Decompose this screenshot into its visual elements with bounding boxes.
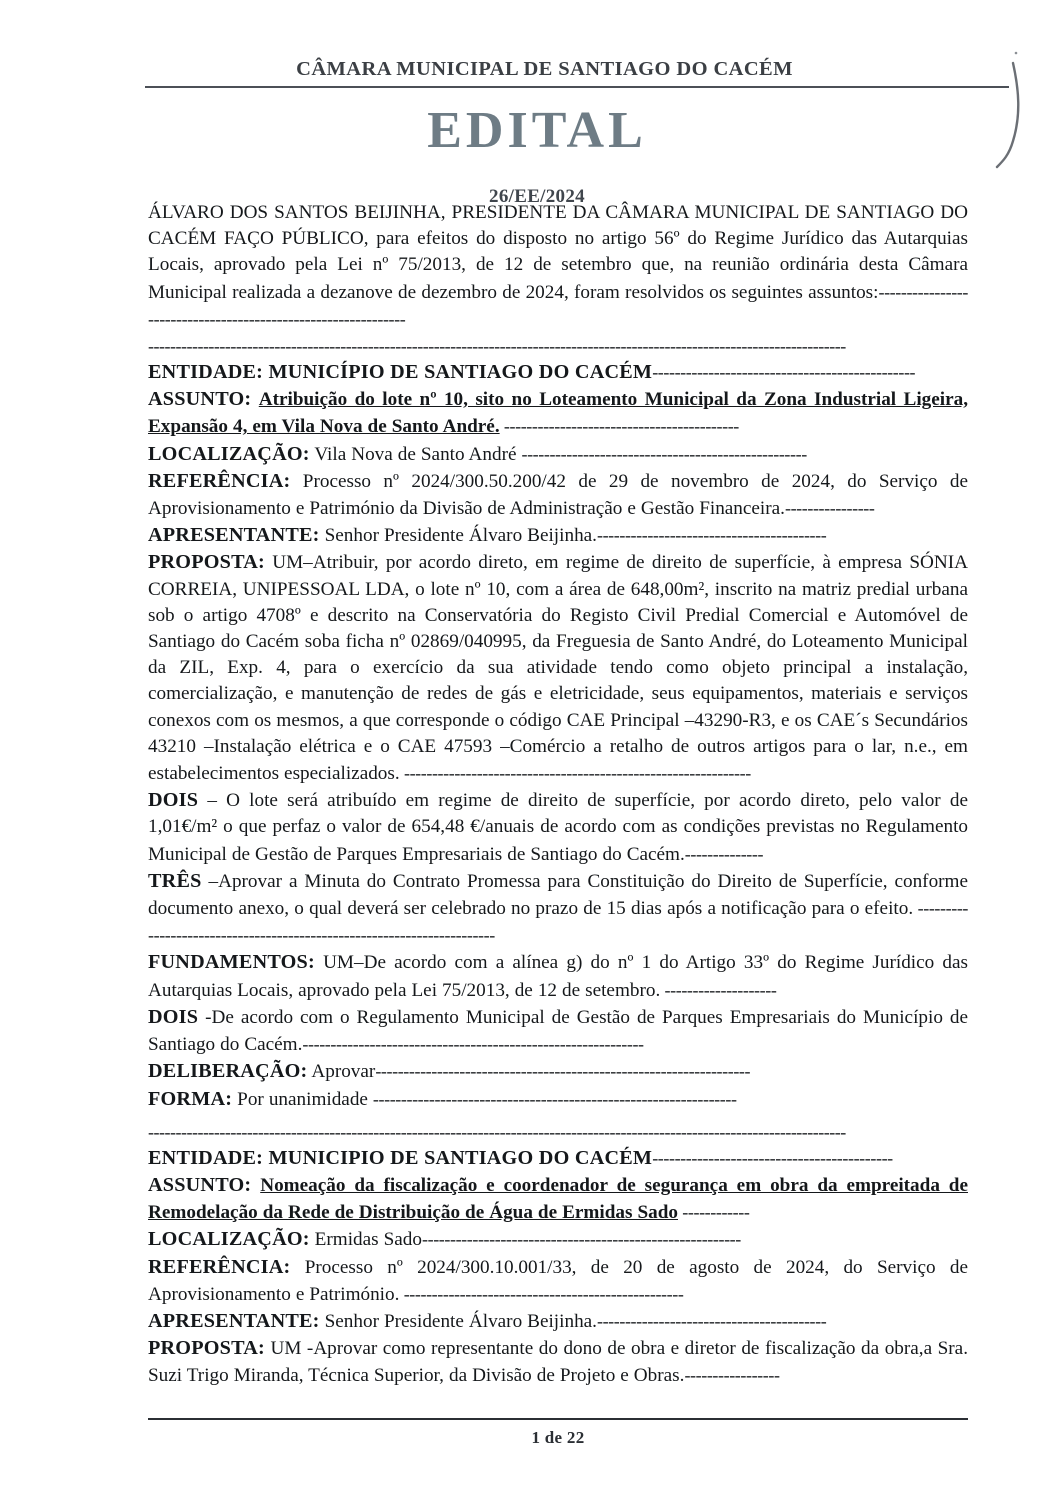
- document-reference-number: 26/EE/2024: [489, 185, 585, 207]
- section-1-proposta-dois: [148, 787, 968, 868]
- section-1-proposta-tres: [148, 868, 968, 950]
- section-1-fundamentos-dois: [148, 1004, 968, 1058]
- apresentante-dash-filler: -----------------------------------------: [596, 525, 827, 546]
- section-1-deliberacao: [148, 1058, 968, 1085]
- section-2-entidade: [148, 1145, 968, 1172]
- proposta-um-value: UM–Atribuir, por acordo direto, em regime de direito de superfície, à empresa SÓNIA CORREIA, UNIPESSOAL LDA, o lote nº 10, com a área de 648,00m², inscrito na matriz predial urbana sob o artigo 4708º e descrito na Conservatória do Registo Civil Predial Comercial e Automóvel de Santiago do Cacém soba ficha nº 02869/040995, da Freguesia de Santo André, do Loteamento Municipal da ZIL, Exp. 4, para o exercício da sua atividade tendo como objeto principal a instalação, comercialização, e manutenção de redes de gás e eletricidade, seus equipamentos, materiais e serviços conexos com os mesmos, a que corresponde o código CAE Principal –43290-R3, e os CAE´s Secundários 43210 –Instalação elétrica e o CAE 47593 –Comércio a retalho de outros artigos para o lar, n.e., em estabelecimentos especializados.: [148, 552, 968, 785]
- apresentante-value: Senhor Presidente Álvaro Beijinha.: [319, 1310, 597, 1332]
- proposta-um-value: UM -Aprovar como representante do dono de obra e diretor de fiscalização da obra,a Sra. Suzi Trigo Miranda, Técnica Superior, da Divisão de Projeto e Obras.: [148, 1338, 968, 1387]
- section-1-entidade: [148, 359, 968, 386]
- proposta-dois-value: – O lote será atribuído em regime de direito de superfície, por acordo direto, pelo valor de 1,01€/m² o que perfaz o valor de 654,48 €/anuais de acordo com as condições previstas no Regulamento Municipal de Gestão de Parques Empresariais de Santiago do Cacém.: [148, 790, 968, 865]
- entidade-value: MUNICIPIO DE SANTIAGO DO CACÉM: [263, 1146, 653, 1169]
- assunto-value: Nomeação da fiscalização e coordenador de segurança em obra da empreitada de Remodelação da Rede de Distribuição de Água de Ermidas Sado: [148, 1174, 968, 1224]
- deliberacao-dash-filler: -------------------------------------------------------------------: [375, 1061, 751, 1082]
- assunto-label: ASSUNTO:: [148, 1173, 252, 1196]
- entidade-label: ENTIDADE:: [148, 1146, 264, 1169]
- section-1-assunto: [148, 386, 968, 440]
- proposta-tres-label: TRÊS: [148, 869, 202, 892]
- deliberacao-label: DELIBERAÇÃO:: [148, 1060, 308, 1083]
- entidade-label: ENTIDADE:: [148, 361, 264, 384]
- section-1-forma: [148, 1086, 968, 1113]
- referencia-value: Processo nº 2024/300.10.001/33, de 20 de agosto de 2024, do Serviço de Aprovisionamento e Património.: [148, 1256, 968, 1305]
- apresentante-value: Senhor Presidente Álvaro Beijinha.: [319, 525, 597, 547]
- document-body: [148, 200, 968, 1390]
- apresentante-label: APRESENTANTE:: [148, 1309, 320, 1332]
- intro-paragraph: [148, 200, 968, 333]
- entidade-dash-filler: -------------------------------------------: [652, 1147, 893, 1168]
- proposta-um-dash-filler: --------------------------------------------------------------: [399, 763, 751, 784]
- section-1-proposta-um: [148, 549, 968, 787]
- fundamentos-dois-value: -De acordo com o Regulamento Municipal de Gestão de Parques Empresariais do Município de Santiago do Cacém.: [148, 1006, 968, 1056]
- intro-rest-text: para efeitos do disposto no artigo 56º do Regime Jurídico das Autarquias Locais, aprovado pela Lei nº 75/2013, de 12 de setembro que, na reunião ordinária desta Câmara Municipal realizada a dezanove de dezembro de 2024, foram resolvidos os seguintes assuntos:: [148, 228, 968, 303]
- localizacao-label: LOCALIZAÇÃO:: [148, 1228, 310, 1251]
- forma-dash-filler: -----------------------------------------------------------------: [372, 1088, 737, 1109]
- assunto-label: ASSUNTO:: [148, 388, 252, 411]
- assunto-dash-filler: ------------------------------------------: [499, 416, 739, 437]
- proposta-label: PROPOSTA:: [148, 1337, 265, 1360]
- apresentante-label: APRESENTANTE:: [148, 524, 320, 547]
- proposta-dois-dash-filler: --------------: [684, 843, 764, 864]
- assunto-value: Atribuição do lote nº 10, sito no Loteamento Municipal da Zona Industrial Ligeira, Expansão 4, em Vila Nova de Santo André.: [148, 389, 969, 438]
- referencia-dash-filler: ----------------: [784, 498, 875, 519]
- section-2-apresentante: [148, 1308, 968, 1335]
- proposta-um-dash-filler: -----------------: [684, 1365, 780, 1386]
- fundamentos-label: FUNDAMENTOS:: [148, 951, 315, 974]
- section-2-localizacao: [148, 1226, 968, 1253]
- localizacao-value: Ermidas Sado: [309, 1229, 422, 1251]
- referencia-value: Processo nº 2024/300.50.200/42 de 29 de novembro de 2024, do Serviço de Aprovisionamento e Património da Divisão de Administração e Gestão Financeira.: [148, 470, 968, 520]
- proposta-tres-dash-filler: -----------------------------------------------------------------------: [148, 898, 969, 946]
- section-1-referencia: [148, 468, 968, 522]
- fundamentos-dois-dash-filler: -------------------------------------------------------------: [302, 1034, 644, 1055]
- referencia-dash-filler: --------------------------------------------------: [399, 1283, 684, 1304]
- section-1-fundamentos-um: [148, 949, 968, 1003]
- document-footer: [148, 1418, 968, 1448]
- assunto-dash-filler: ------------: [678, 1202, 750, 1223]
- page-number: 1 de 22: [531, 1428, 585, 1447]
- intro-separator: -------------------------------------------------------------------------------------------------------------------------------: [148, 336, 846, 357]
- section-2-proposta-um: [148, 1335, 968, 1389]
- section-1-apresentante: [148, 522, 968, 549]
- footer-divider: [148, 1418, 968, 1420]
- intro-dash-filler: --------------------------------------------------------------: [148, 281, 968, 329]
- document-header: [0, 58, 1059, 208]
- page-title: EDITAL: [427, 102, 647, 159]
- fundamentos-um-value: UM–De acordo com a alínea g) do nº 1 do Artigo 33º do Regime Jurídico das Autarquias Locais, aprovado pela Lei 75/2013, de 12 de setembro.: [148, 952, 968, 1001]
- deliberacao-value: Aprovar: [307, 1061, 376, 1083]
- section-2-assunto: [148, 1172, 968, 1226]
- apresentante-dash-filler: -----------------------------------------: [596, 1310, 827, 1331]
- organization-name: CÂMARA MUNICIPAL DE SANTIAGO DO CACÉM: [296, 58, 793, 80]
- referencia-label: REFERÊNCIA:: [148, 1255, 291, 1278]
- section-1-localizacao: [148, 441, 968, 468]
- localizacao-value: Vila Nova de Santo André: [309, 443, 522, 465]
- section-2-referencia: [148, 1254, 968, 1308]
- forma-value: Por unanimidade: [232, 1088, 373, 1110]
- localizacao-label: LOCALIZAÇÃO:: [148, 442, 310, 465]
- proposta-tres-value: –Aprovar a Minuta do Contrato Promessa para Constituição do Direito de Superfície, conforme documento anexo, o qual deverá ser celebrado no prazo de 15 dias após a notificação para o efeito.: [148, 870, 968, 920]
- referencia-label: REFERÊNCIA:: [148, 469, 291, 492]
- section-separator: -------------------------------------------------------------------------------------------------------------------------------: [148, 1121, 846, 1142]
- entidade-dash-filler: -----------------------------------------------: [652, 362, 916, 383]
- proposta-dois-label: DOIS: [148, 789, 199, 812]
- intro-lead-text: ÁLVARO DOS SANTOS BEIJINHA, PRESIDENTE DA CÂMARA MUNICIPAL DE SANTIAGO DO CACÉM FAÇO PÚBLICO,: [148, 202, 968, 250]
- entidade-value: MUNICÍPIO DE SANTIAGO DO CACÉM: [263, 361, 653, 384]
- proposta-label: PROPOSTA:: [148, 551, 265, 574]
- localizacao-dash-filler: ---------------------------------------------------------: [422, 1229, 741, 1250]
- localizacao-dash-filler: ---------------------------------------------------: [521, 443, 807, 464]
- header-divider: [145, 86, 1009, 88]
- fundamentos-dois-label: DOIS: [148, 1005, 199, 1028]
- fundamentos-um-dash-filler: --------------------: [660, 979, 777, 1000]
- forma-label: FORMA:: [148, 1087, 233, 1110]
